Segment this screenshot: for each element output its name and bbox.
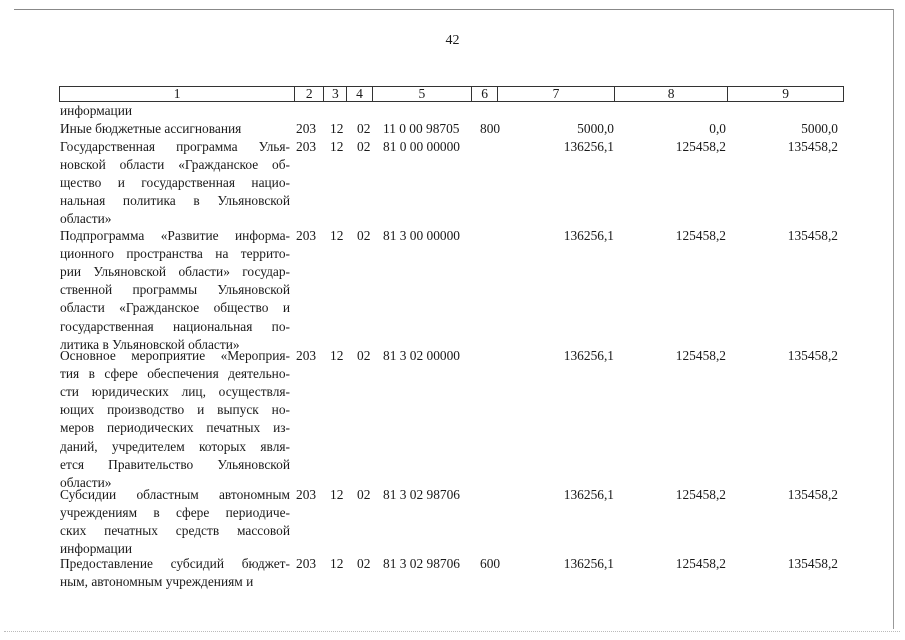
- cell-amount-7: 5000,0: [577, 121, 614, 136]
- cell-code-4: 02: [357, 348, 371, 363]
- column-header-8: 8: [614, 87, 728, 102]
- cell-code-2: 203: [296, 139, 317, 154]
- cell-code-2: 203: [296, 556, 317, 571]
- page-edge-top: [14, 9, 894, 10]
- row-description-line: Подпрограмма «Развитие информа-: [60, 228, 290, 243]
- row-description-line: ских печатных средств массовой: [60, 523, 290, 539]
- cell-amount-9: 5000,0: [801, 121, 838, 136]
- row-description-line: области»: [60, 211, 112, 227]
- cell-code-2: 203: [296, 228, 317, 243]
- page-number: 42: [445, 33, 460, 48]
- row-description-line: сти юридических лиц, осуществля-: [60, 384, 290, 400]
- column-header-7: 7: [498, 87, 615, 102]
- column-header-3: 3: [324, 87, 347, 102]
- cell-amount-8: 0,0: [709, 121, 726, 136]
- cell-amount-8: 125458,2: [675, 139, 726, 154]
- column-header-5: 5: [372, 87, 472, 102]
- cell-code-5: 11 0 00 98705: [383, 121, 460, 136]
- row-description-line: новской области «Гражданское об-: [60, 157, 290, 173]
- cell-code-4: 02: [357, 121, 371, 136]
- cell-amount-7: 136256,1: [563, 487, 614, 502]
- row-description-line: государственная национальная по-: [60, 318, 290, 334]
- column-header-6: 6: [472, 87, 498, 102]
- column-header-9: 9: [728, 87, 844, 102]
- cell-amount-7: 136256,1: [563, 348, 614, 363]
- cell-amount-7: 136256,1: [563, 556, 614, 571]
- row-description-line: нальная политика в Ульяновской: [60, 193, 290, 209]
- column-header-row: [59, 86, 844, 102]
- cell-amount-8: 125458,2: [675, 348, 726, 363]
- row-description-line: информации: [60, 541, 133, 557]
- cell-code-3: 12: [330, 348, 344, 363]
- cell-amount-8: 125458,2: [675, 228, 726, 243]
- page-edge-right: [893, 9, 894, 629]
- cell-code-3: 12: [330, 228, 344, 243]
- row-description-line: информации: [60, 103, 133, 118]
- cell-code-5: 81 3 02 98706: [383, 556, 460, 571]
- column-header-4: 4: [347, 87, 372, 102]
- cell-code-2: 203: [296, 348, 317, 363]
- cell-code-4: 02: [357, 139, 371, 154]
- cell-code-5: 81 3 00 00000: [383, 228, 460, 243]
- row-description-line: ющих производство и выпуск но-: [60, 402, 290, 418]
- cell-amount-9: 135458,2: [787, 487, 838, 502]
- row-description-line: ственной программы Ульяновской: [60, 282, 290, 298]
- column-header-2: 2: [295, 87, 324, 102]
- row-description-line: ным, автономным учреждениям и: [60, 574, 254, 590]
- cell-amount-8: 125458,2: [675, 556, 726, 571]
- cell-amount-8: 125458,2: [675, 487, 726, 502]
- cell-code-3: 12: [330, 121, 344, 136]
- row-description-line: Иные бюджетные ассигнования: [60, 121, 242, 136]
- cell-amount-7: 136256,1: [563, 139, 614, 154]
- row-description-line: учреждениям в сфере периодиче-: [60, 505, 290, 521]
- cell-code-6: 800: [480, 121, 501, 136]
- column-header-1: 1: [60, 87, 295, 102]
- cell-amount-9: 135458,2: [787, 348, 838, 363]
- row-description-line: Предоставление субсидий бюджет-: [60, 556, 290, 571]
- cell-code-5: 81 3 02 98706: [383, 487, 460, 502]
- row-description-line: Основное мероприятие «Мероприя-: [60, 348, 290, 363]
- row-description-line: ционного пространства на террито-: [60, 246, 290, 262]
- row-description-line: Государственная программа Улья-: [60, 139, 290, 154]
- scan-noise: [4, 631, 900, 632]
- cell-code-3: 12: [330, 556, 344, 571]
- cell-code-4: 02: [357, 228, 371, 243]
- row-description-line: литика в Ульяновской области»: [60, 336, 240, 352]
- cell-amount-9: 135458,2: [787, 139, 838, 154]
- cell-code-5: 81 0 00 00000: [383, 139, 460, 154]
- cell-code-3: 12: [330, 139, 344, 154]
- cell-code-6: 600: [480, 556, 501, 571]
- row-description-line: меров периодических печатных из-: [60, 420, 290, 436]
- cell-code-3: 12: [330, 487, 344, 502]
- cell-code-2: 203: [296, 487, 317, 502]
- cell-code-2: 203: [296, 121, 317, 136]
- cell-code-4: 02: [357, 556, 371, 571]
- row-description-line: Субсидии областным автономным: [60, 487, 290, 502]
- row-description-line: ется Правительство Ульяновской: [60, 456, 290, 472]
- cell-amount-9: 135458,2: [787, 556, 838, 571]
- row-description-line: даний, учредителем которых явля-: [60, 438, 290, 454]
- cell-amount-7: 136256,1: [563, 228, 614, 243]
- row-description-line: тия в сфере обеспечения деятельно-: [60, 366, 290, 382]
- row-description-line: рии Ульяновской области» государ-: [60, 264, 290, 280]
- row-description-line: щество и государственная нацио-: [60, 175, 290, 191]
- row-description-line: области»: [60, 474, 112, 490]
- row-description-line: области «Гражданское общество и: [60, 300, 290, 316]
- cell-code-5: 81 3 02 00000: [383, 348, 460, 363]
- cell-code-4: 02: [357, 487, 371, 502]
- cell-amount-9: 135458,2: [787, 228, 838, 243]
